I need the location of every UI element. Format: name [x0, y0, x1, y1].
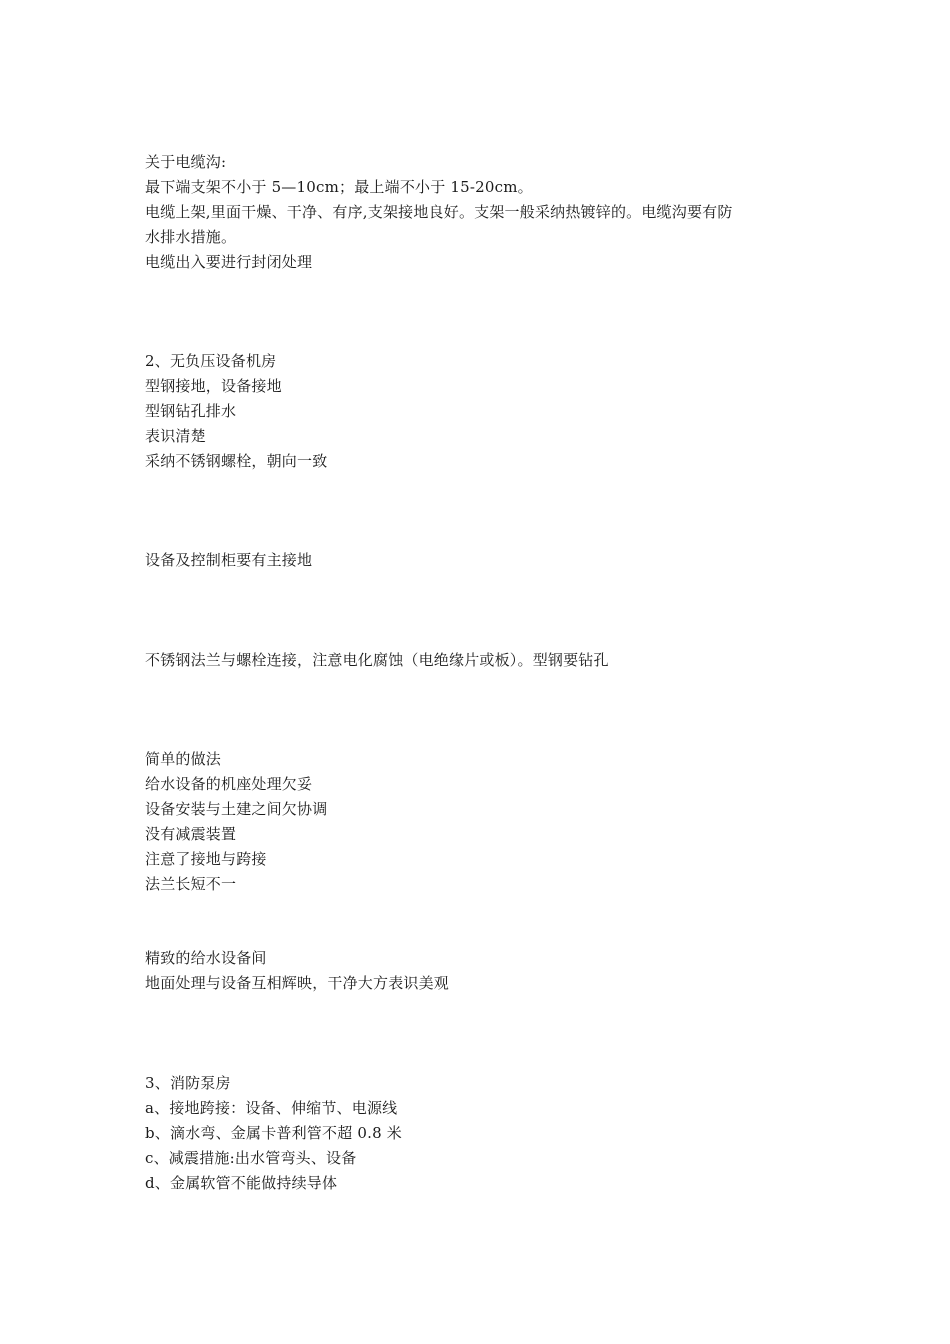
- text-line: 电缆出入要进行封闭处理: [145, 253, 313, 271]
- text-line: 采纳不锈钢螺栓，朝向一致: [145, 452, 328, 470]
- text-line: 地面处理与设备互相辉映，干净大方表识美观: [145, 974, 450, 992]
- text-line: 给水设备的机座处理欠妥: [145, 775, 313, 793]
- list-item: c、减震措施:出水管弯头、设备: [145, 1149, 357, 1167]
- subheading: 简单的做法: [145, 750, 222, 768]
- list-item: b、滴水弯、金属卡普利管不超 0.8 米: [145, 1124, 402, 1142]
- text-line: 表识清楚: [145, 427, 206, 445]
- text-line: 水排水措施。: [145, 228, 237, 246]
- cable-trench-heading: 关于电缆沟:: [145, 153, 227, 171]
- list-item: a、接地跨接：设备、伸缩节、电源线: [145, 1099, 398, 1117]
- text-line: 电缆上架,里面干燥、干净、有序,支架接地良好。支架一般采纳热镀锌的。电缆沟要有防: [145, 203, 733, 221]
- text-line: 没有减震装置: [145, 825, 237, 843]
- text-line: 设备及控制柜要有主接地: [145, 551, 313, 569]
- subheading: 精致的给水设备间: [145, 949, 267, 967]
- text-line: 设备安装与土建之间欠协调: [145, 800, 328, 818]
- text-line: 不锈钢法兰与螺栓连接，注意电化腐蚀（电绝缘片或板）。型钢要钻孔: [145, 651, 609, 669]
- text-line: 最下端支架不小于 5—10cm；最上端不小于 15-20cm。: [145, 178, 533, 196]
- text-line: 型钢接地，设备接地: [145, 377, 282, 395]
- section-heading-2: 2、无负压设备机房: [145, 352, 277, 370]
- list-item: d、金属软管不能做持续导体: [145, 1174, 338, 1192]
- text-line: 法兰长短不一: [145, 875, 237, 893]
- section-heading-3: 3、消防泵房: [145, 1074, 231, 1092]
- text-line: 型钢钻孔排水: [145, 402, 237, 420]
- text-line: 注意了接地与跨接: [145, 850, 267, 868]
